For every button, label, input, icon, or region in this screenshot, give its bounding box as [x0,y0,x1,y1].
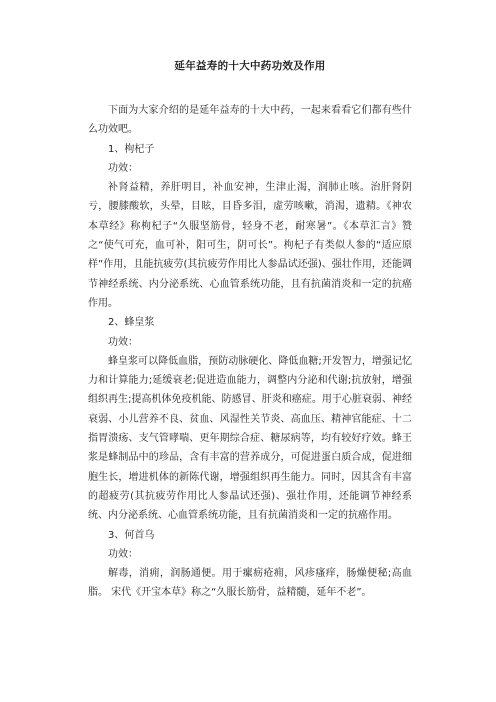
section-gouqizi [88,140,412,314]
document-title: 延年益寿的十大中药功效及作用 [174,60,326,72]
section-body: 蜂皇浆可以降低血脂，预防动脉硬化、降低血糖;开发智力，增强记忆力和计算能力;延缓衰老;促进造血能力，调整内分泌和代谢;抗放射，增强组织再生;提高机体免疫机能、防感冒、肝炎和癌症。用于心脏衰弱、神经衰弱、小儿营养不良、贫血、风湿性关节炎、高血压、精神官能症、十二指胃溃疡、支气管哮喘、更年期综合症、糖尿病等，均有较好疗效。蜂王浆是蜂制品中的珍品，含有丰富的营养成分，可促进蛋白质合成，促进细胞生长，增进机体的新陈代谢，增强组织再生能力。同时，因其含有丰富的超疲劳(其抗疲劳作用比人参晶试还强)、强壮作用，还能调节神经系统、内分泌系统、心血管系统功能，且有抗菌消炎和一定的抗癌作用。 [88,355,412,522]
section-label: 功效： [108,548,138,560]
section-heshouwu [88,526,412,603]
section-body: 解毒，消痈，润肠通便。用于瘰疬疮痈，风疹瘙痒，肠燥便秘;高血脂。 宋代《开宝本草》称之“久服长筋骨，益精髓，延年不老”。 [88,568,412,599]
section-heading: 1、枸杞子 [108,143,155,155]
section-label: 功效： [108,336,138,348]
section-heading: 2、蜂皇浆 [108,317,155,329]
section-heading: 3、何首乌 [108,529,155,541]
section-fenghuangjiang [88,313,412,525]
section-body: 补肾益精，养肝明目，补血安神，生津止渴，润肺止咳。治肝肾阴亏，腰膝酸软，头晕，目眩，目昏多泪，虚劳咳嗽，消渴，遗精。《神农本草经》称枸杞子“久服坚筋骨，轻身不老，耐寒暑”。《本草汇言》赞之“使气可充，血可补，阳可生，阴可长”。枸杞子有类似人参的“适应原样”作用，且能抗疲劳(其抗疲劳作用比人参晶试还强)、强壮作用，还能调节神经系统、内分泌系统、心血管系统功能，且有抗菌消炎和一定的抗癌作用。 [88,182,412,309]
intro-paragraph: 下面为大家介绍的是延年益寿的十大中药，一起来看看它们都有些什么功效吧。 [88,105,412,136]
section-label: 功效： [108,162,138,174]
